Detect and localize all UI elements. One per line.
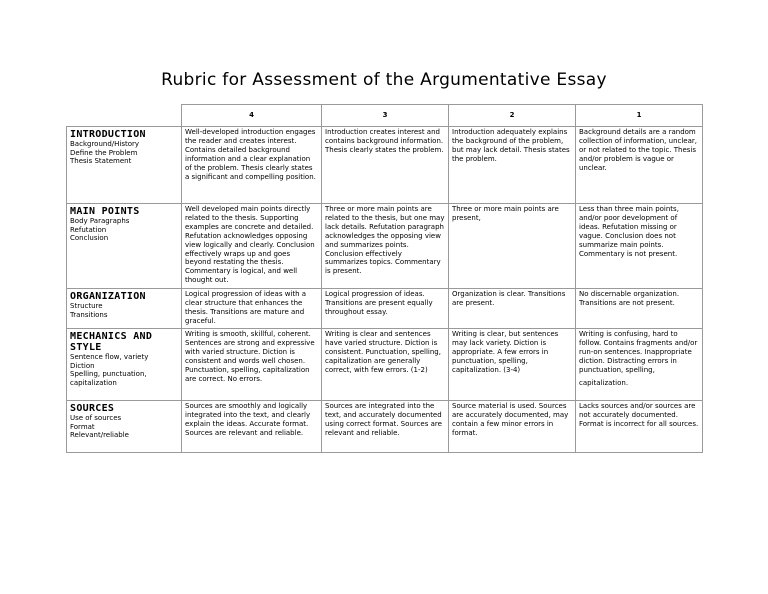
- criterion-name: MECHANICS AND STYLE: [70, 331, 153, 353]
- row-mechanics-and-style: [67, 329, 703, 401]
- criterion-cell: [67, 401, 182, 453]
- score-1-cell: Lacks sources and/or sources are not accurately documented. Format is incorrect for all sources.: [576, 401, 703, 453]
- criterion-subitem: Diction: [70, 361, 95, 370]
- criterion-name: MAIN POINTS: [70, 206, 140, 217]
- criterion-subitem: Define the Problem: [70, 148, 138, 157]
- criterion-name: INTRODUCTION: [70, 129, 146, 140]
- criterion-subitem: Body Paragraphs: [70, 217, 130, 225]
- score-4-cell: Writing is smooth, skillful, coherent. Sentences are strong and expressive with varied structure. Diction is consistent and words well chosen. Punctuation, spelling, capitalization are correct. No errors.: [182, 329, 322, 401]
- header-score-2: 2: [449, 105, 576, 127]
- criterion-name: ORGANIZATION: [70, 291, 146, 302]
- header-score-1: 1: [576, 105, 703, 127]
- score-3-cell: Three or more main points are related to the thesis, but one may lack details. Refutation paragraph acknowledges the opposing view and summarizes points. Conclusion effectively summarizes topics. Commentary is present.: [322, 204, 449, 289]
- score-2-cell: Introduction adequately explains the background of the problem, but may lack detail. Thesis states the problem.: [449, 127, 576, 204]
- score-1-cell: Less than three main points, and/or poor development of ideas. Refutation missing or vague. Conclusion does not summarize main points. Commentary is not present.: [576, 204, 703, 289]
- score-1-cell: No discernable organization. Transitions are not present.: [576, 289, 703, 329]
- criterion-name: SOURCES: [70, 403, 115, 414]
- rubric-table: [66, 104, 703, 453]
- criterion-subitem: Use of sources: [70, 414, 122, 422]
- page-title: Rubric for Assessment of the Argumentative Essay: [161, 70, 607, 90]
- score-1-cell: [576, 329, 703, 401]
- criterion-subitem: Sentence flow, variety: [70, 353, 149, 361]
- criterion-subitem: Spelling, punctuation, capitalization: [70, 370, 147, 387]
- score-3-cell: Introduction creates interest and contains background information. Thesis clearly states the problem.: [322, 127, 449, 204]
- header-score-4: 4: [182, 105, 322, 127]
- criterion-subitem: Thesis Statement: [70, 157, 132, 166]
- criterion-subitem: Refutation: [70, 225, 107, 234]
- score-2-cell: Source material is used. Sources are accurately documented, may contain a few minor errors in format.: [449, 401, 576, 453]
- score-3-cell: Logical progression of ideas. Transitions are present equally throughout essay.: [322, 289, 449, 329]
- criterion-subitem: Format: [70, 422, 95, 431]
- score-3-cell: Sources are integrated into the text, and accurately documented using correct format. Sources are relevant and reliable.: [322, 401, 449, 453]
- row-introduction: [67, 127, 703, 204]
- criterion-subitem: Transitions: [70, 310, 108, 319]
- criterion-subitem: Background/History: [70, 140, 140, 148]
- score-4-cell: Well developed main points directly related to the thesis. Supporting examples are concrete and detailed. Refutation acknowledges opposing view logically and clearly. Conclusion effectively wraps up and goes beyond restating the thesis. Commentary is logical, and well thought out.: [182, 204, 322, 289]
- criterion-cell: [67, 329, 182, 401]
- score-3-cell: Writing is clear and sentences have varied structure. Diction is consistent. Punctuation, spelling, capitalization are generally correct, with few errors. (1-2): [322, 329, 449, 401]
- criterion-subitem: Structure: [70, 302, 103, 310]
- score-4-cell: Well-developed introduction engages the reader and creates interest. Contains detailed background information and a clear explanation of the problem. Thesis clearly states a significant and compelling position.: [182, 127, 322, 204]
- score-1-cell: Background details are a random collection of information, unclear, or not related to the topic. Thesis and/or problem is vague or unclear.: [576, 127, 703, 204]
- criterion-cell: [67, 289, 182, 329]
- score-2-cell: Writing is clear, but sentences may lack variety. Diction is appropriate. A few errors in punctuation, spelling, capitalization. (3-4): [449, 329, 576, 401]
- score-1-text: Writing is confusing, hard to follow. Contains fragments and/or run-on sentences. Inappropriate diction. Distracting errors in punctuation, spelling,: [579, 330, 698, 374]
- criterion-subitem: Conclusion: [70, 234, 109, 243]
- header-row: [67, 105, 703, 127]
- row-sources: [67, 401, 703, 453]
- score-4-cell: Logical progression of ideas with a clear structure that enhances the thesis. Transitions are mature and graceful.: [182, 289, 322, 329]
- row-organization: [67, 289, 703, 329]
- header-corner: [67, 105, 182, 127]
- row-main-points: [67, 204, 703, 289]
- score-4-cell: Sources are smoothly and logically integrated into the text, and clearly explain the ideas. Accurate format. Sources are relevant and reliable.: [182, 401, 322, 453]
- header-score-3: 3: [322, 105, 449, 127]
- criterion-cell: [67, 204, 182, 289]
- score-1-extra-text: capitalization.: [579, 378, 629, 387]
- score-2-cell: Three or more main points are present,: [449, 204, 576, 289]
- criterion-cell: [67, 127, 182, 204]
- score-2-cell: Organization is clear. Transitions are present.: [449, 289, 576, 329]
- criterion-subitem: Relevant/reliable: [70, 431, 129, 440]
